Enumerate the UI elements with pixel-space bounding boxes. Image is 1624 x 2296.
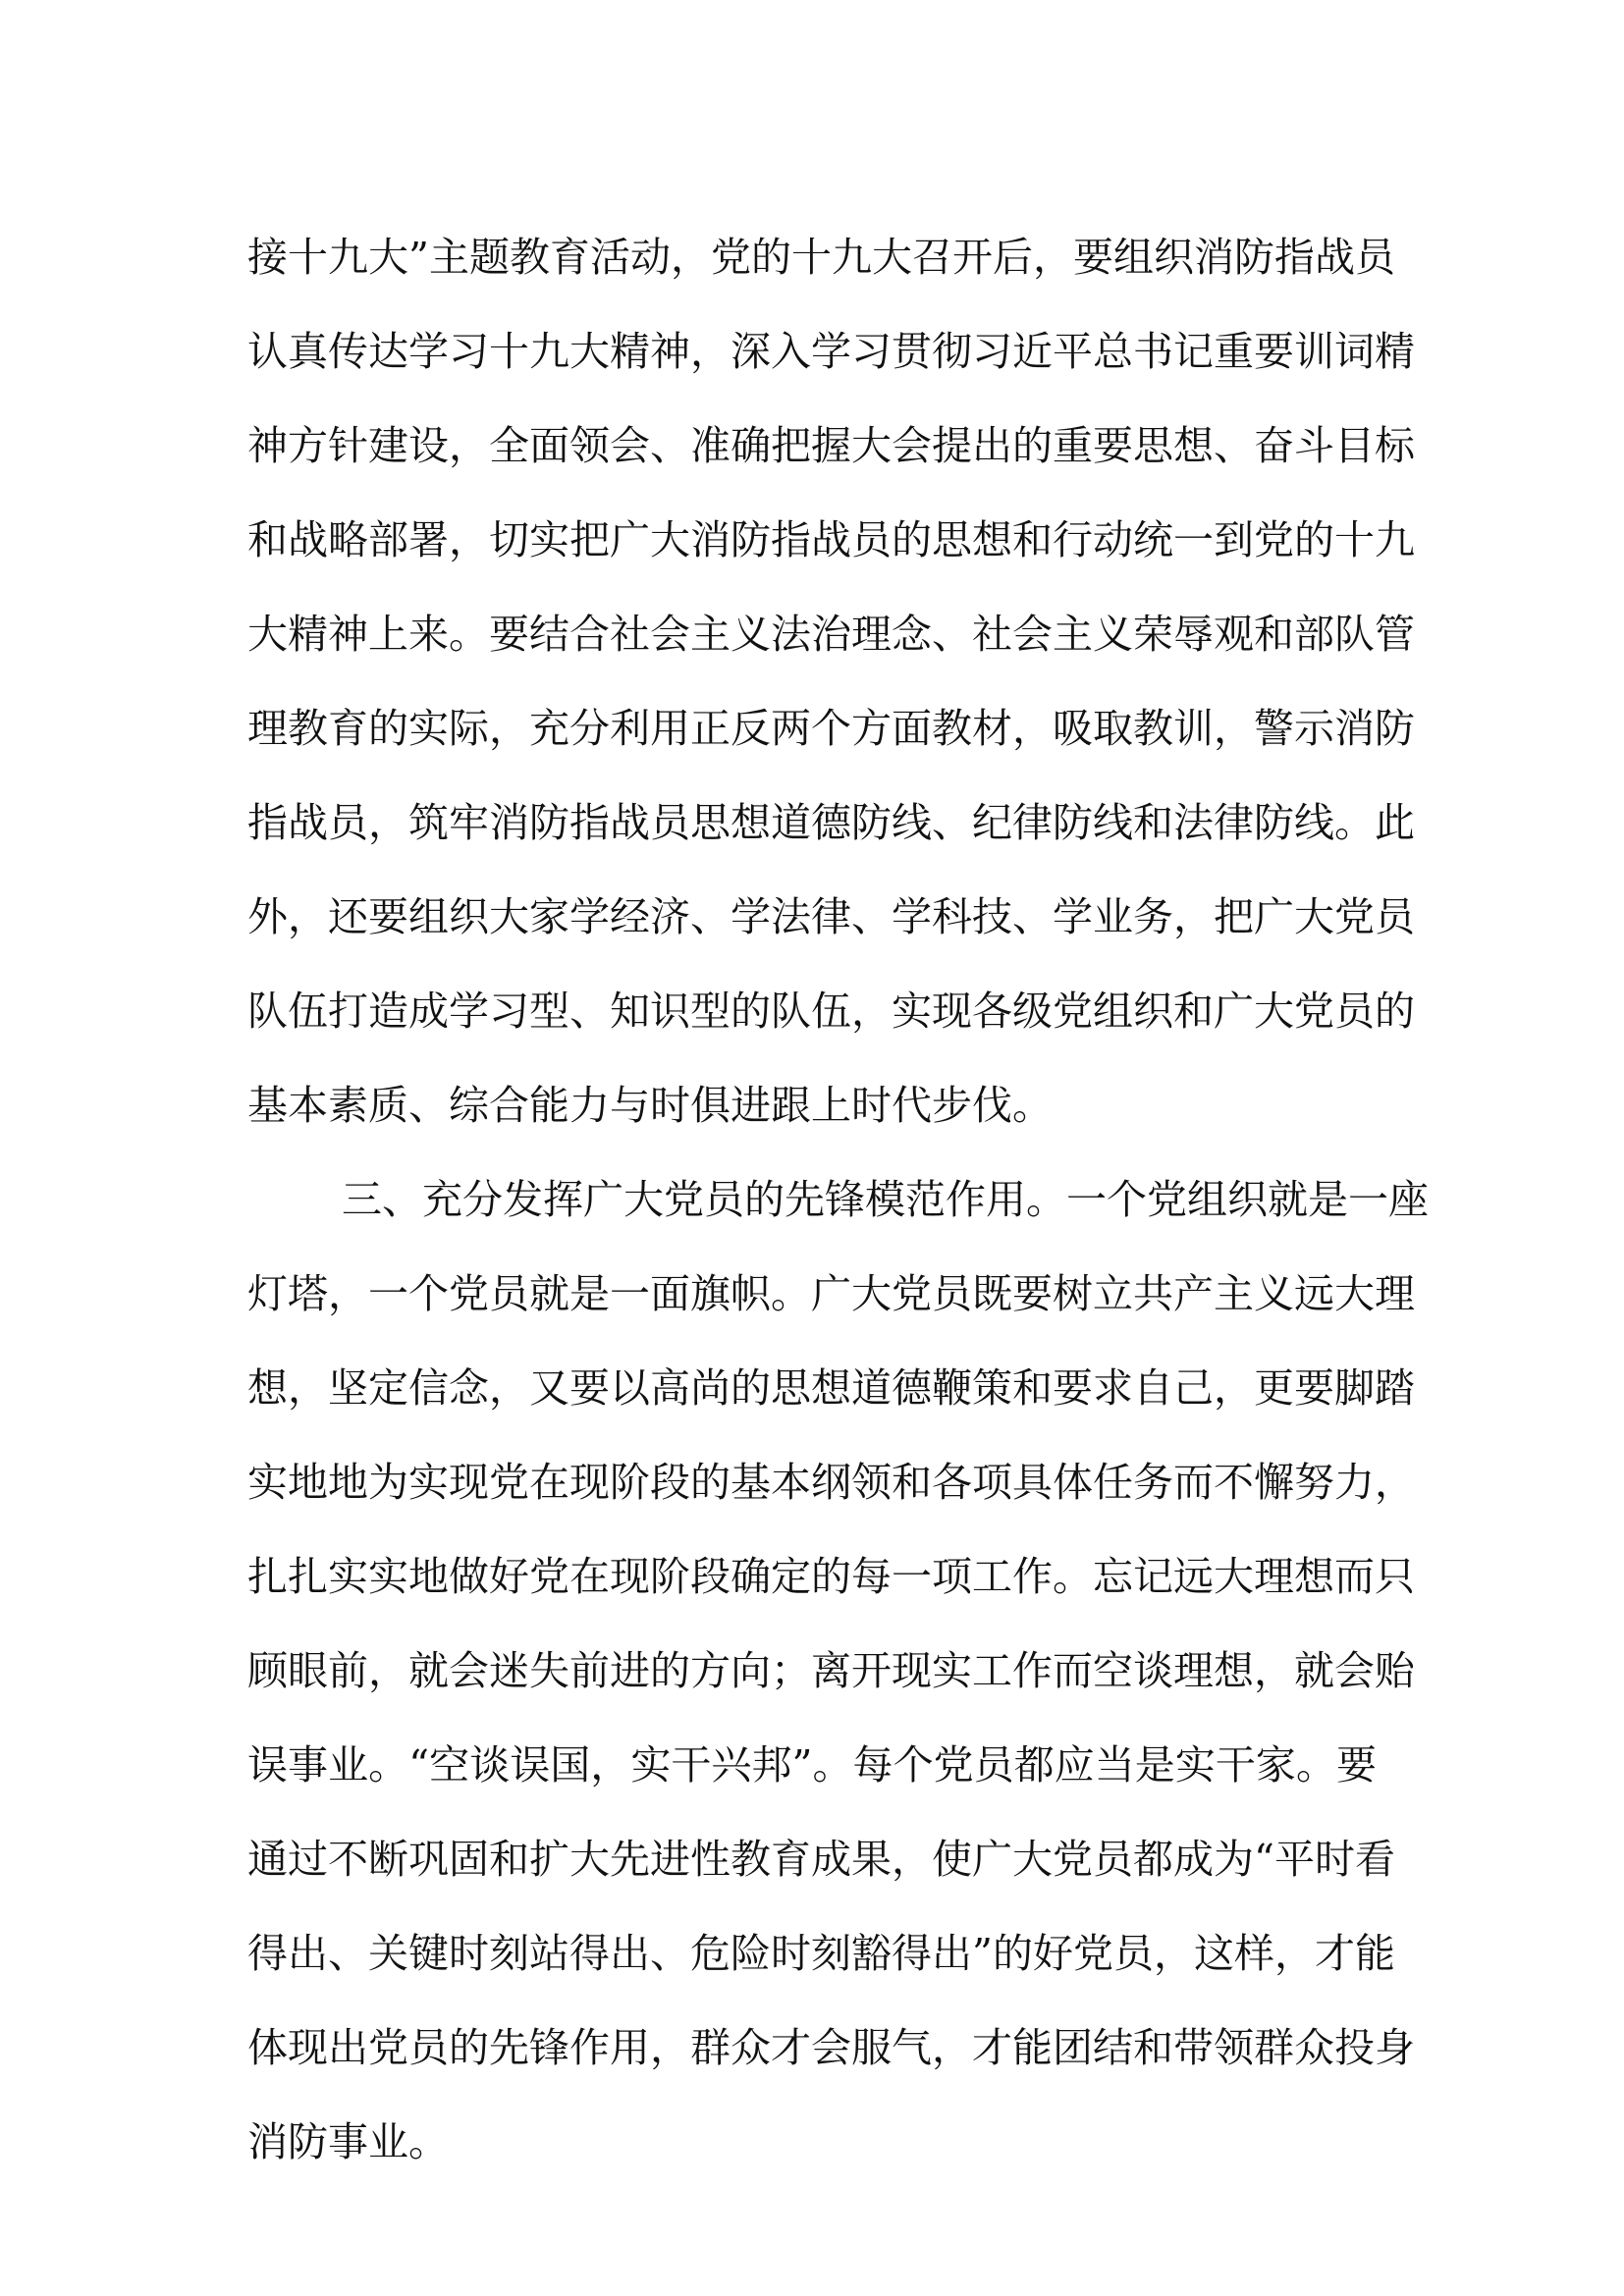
text-line: 外，还要组织大家学经济、学法律、学科技、学业务，把广大党员 [247, 893, 1415, 940]
text-line: 误事业。“空谈误国，实干兴邦”。每个党员都应当是实干家。要 [247, 1741, 1377, 1789]
paragraph-heading-line: 三、充分发挥广大党员的先锋模范作用。一个党组织就是一座 [342, 1176, 1429, 1223]
text-line: 基本素质、综合能力与时俱进跟上时代步伐。 [247, 1082, 1053, 1129]
text-line: 大精神上来。要结合社会主义法治理念、社会主义荣辱观和部队管 [247, 611, 1415, 658]
text-line: 理教育的实际，充分利用正反两个方面教材，吸取教训，警示消防 [247, 705, 1415, 752]
text-line: 顾眼前，就会迷失前进的方向；离开现实工作而空谈理想，就会贻 [247, 1647, 1415, 1694]
text-line: 想，坚定信念，又要以高尚的思想道德鞭策和要求自己，更要脚踏 [247, 1364, 1415, 1412]
text-line: 实地地为实现党在现阶段的基本纲领和各项具体任务而不懈努力， [247, 1459, 1415, 1506]
text-line: 灯塔，一个党员就是一面旗帜。广大党员既要树立共产主义远大理 [247, 1270, 1415, 1317]
text-line: 认真传达学习十九大精神，深入学习贯彻习近平总书记重要训词精 [247, 328, 1415, 375]
text-line: 和战略部署，切实把广大消防指战员的思想和行动统一到党的十九 [247, 516, 1415, 563]
text-line: 得出、关键时刻站得出、危险时刻豁得出”的好党员，这样，才能 [247, 1930, 1395, 1977]
text-line: 指战员，筑牢消防指战员思想道德防线、纪律防线和法律防线。此 [247, 799, 1415, 846]
text-line: 扎扎实实地做好党在现阶段确定的每一项工作。忘记远大理想而只 [247, 1553, 1415, 1600]
text-line: 消防事业。 [247, 2118, 449, 2165]
text-line: 接十九大”主题教育活动，党的十九大召开后，要组织消防指战员 [247, 234, 1395, 281]
text-line: 队伍打造成学习型、知识型的队伍，实现各级党组织和广大党员的 [247, 988, 1415, 1035]
text-line: 体现出党员的先锋作用，群众才会服气，才能团结和带领群众投身 [247, 2024, 1415, 2071]
text-line: 通过不断巩固和扩大先进性教育成果，使广大党员都成为“平时看 [247, 1836, 1395, 1883]
text-line: 神方针建设，全面领会、准确把握大会提出的重要思想、奋斗目标 [247, 422, 1415, 469]
